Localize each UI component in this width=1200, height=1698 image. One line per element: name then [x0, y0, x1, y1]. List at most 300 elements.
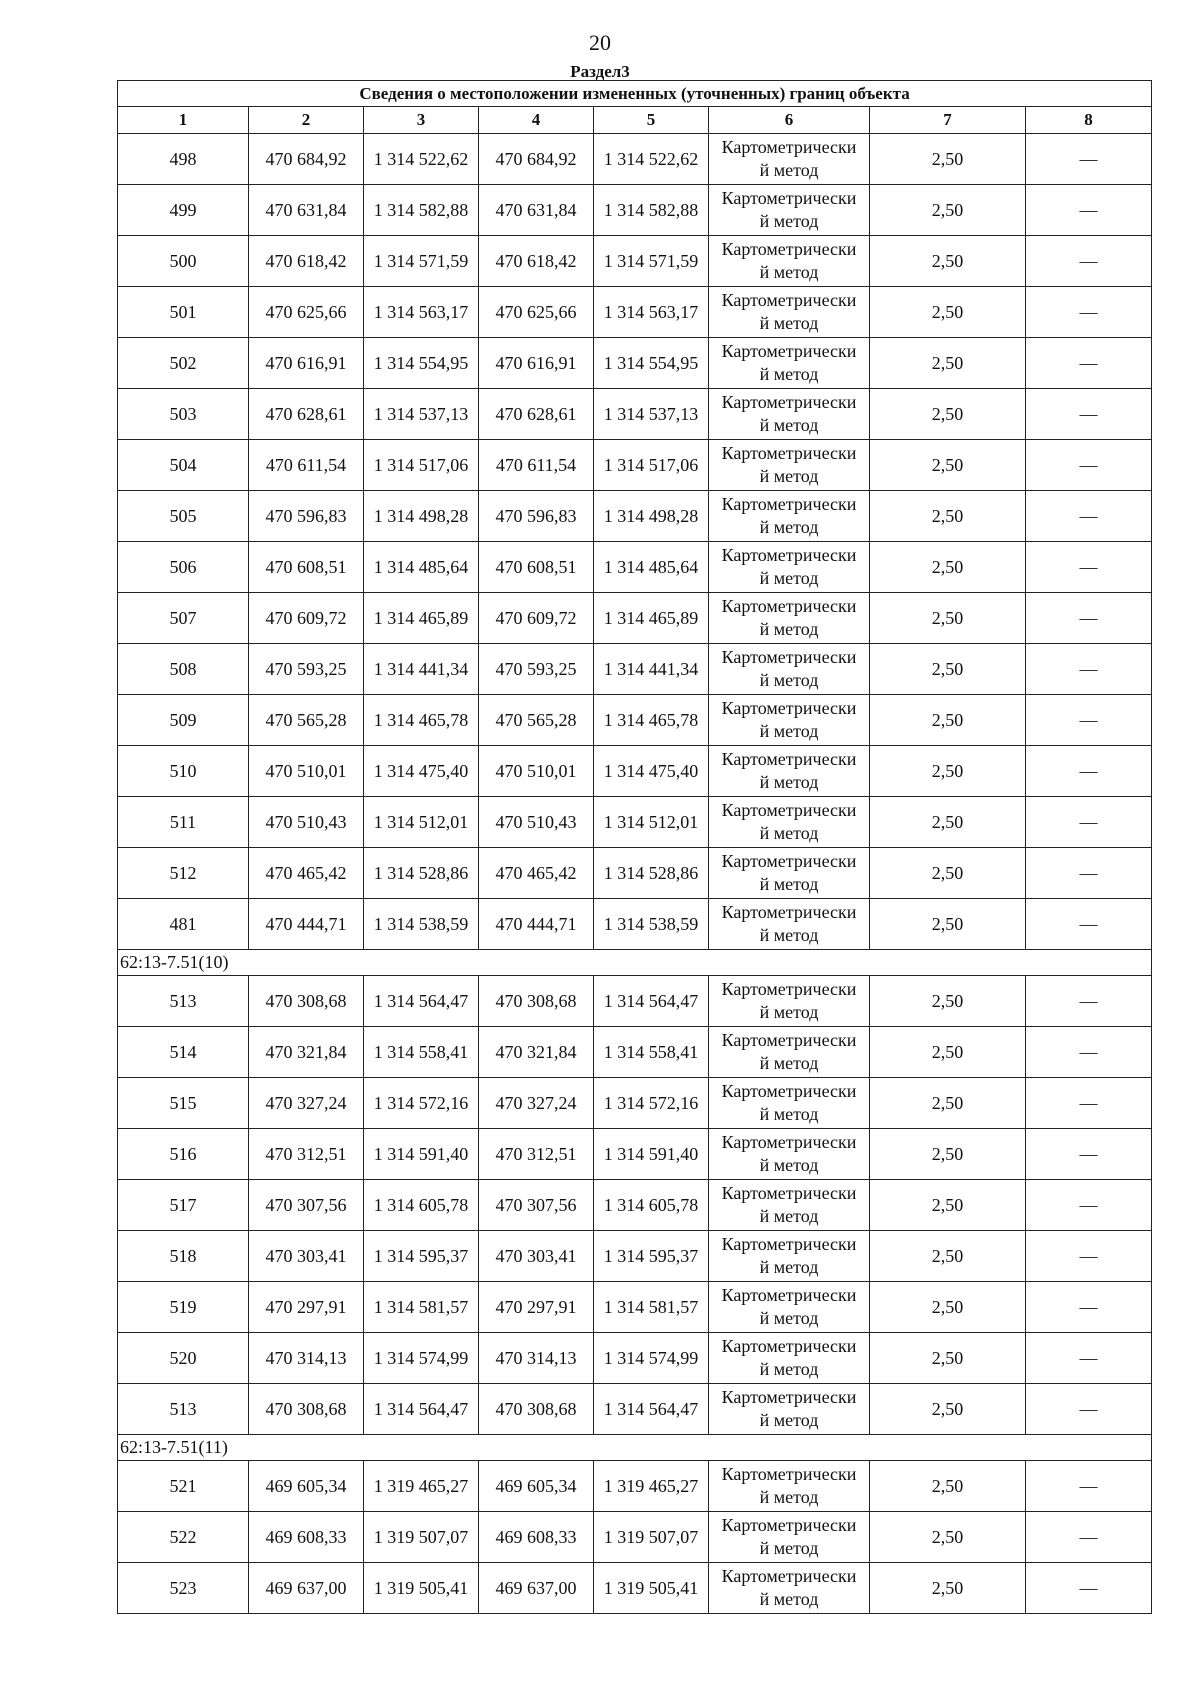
x-old-cell: 470 308,68 [249, 976, 364, 1027]
x-new-cell: 470 308,68 [479, 976, 594, 1027]
y-new-cell: 1 314 564,47 [594, 1384, 709, 1435]
method-cell [709, 899, 870, 950]
accuracy-cell: 2,50 [870, 1461, 1026, 1512]
method-line: Картометрически [721, 341, 857, 361]
y-new-cell: 1 314 498,28 [594, 491, 709, 542]
description-cell: — [1026, 1384, 1152, 1435]
y-old-cell: 1 314 563,17 [364, 287, 479, 338]
method-cell [709, 1282, 870, 1333]
description-cell: — [1026, 1129, 1152, 1180]
x-new-cell: 470 297,91 [479, 1282, 594, 1333]
x-new-cell: 470 444,71 [479, 899, 594, 950]
description-cell: — [1026, 236, 1152, 287]
y-new-cell: 1 314 475,40 [594, 746, 709, 797]
method-cell [709, 338, 870, 389]
accuracy-cell: 2,50 [870, 440, 1026, 491]
table-row [118, 644, 1152, 695]
y-old-cell: 1 314 475,40 [364, 746, 479, 797]
x-new-cell: 470 465,42 [479, 848, 594, 899]
y-new-cell: 1 319 507,07 [594, 1512, 709, 1563]
column-number: 3 [364, 107, 479, 134]
description-cell: — [1026, 134, 1152, 185]
point-number-cell: 503 [118, 389, 249, 440]
y-new-cell: 1 314 558,41 [594, 1027, 709, 1078]
method-line: й метод [759, 619, 819, 639]
table-row [118, 848, 1152, 899]
x-new-cell: 470 308,68 [479, 1384, 594, 1435]
y-new-cell: 1 314 595,37 [594, 1231, 709, 1282]
description-cell: — [1026, 746, 1152, 797]
description-cell: — [1026, 1180, 1152, 1231]
method-line: й метод [759, 874, 819, 894]
x-new-cell: 470 616,91 [479, 338, 594, 389]
method-line: Картометрически [721, 1234, 857, 1254]
method-cell [709, 1512, 870, 1563]
point-number-cell: 500 [118, 236, 249, 287]
method-line: Картометрически [721, 647, 857, 667]
description-cell: — [1026, 491, 1152, 542]
y-new-cell: 1 314 517,06 [594, 440, 709, 491]
method-cell [709, 1129, 870, 1180]
method-line: й метод [759, 415, 819, 435]
method-line: Картометрически [721, 494, 857, 514]
y-new-cell: 1 314 574,99 [594, 1333, 709, 1384]
method-cell [709, 491, 870, 542]
x-old-cell: 470 608,51 [249, 542, 364, 593]
y-new-cell: 1 314 522,62 [594, 134, 709, 185]
method-line: Картометрически [721, 749, 857, 769]
method-cell [709, 644, 870, 695]
method-line: Картометрически [721, 1464, 857, 1484]
method-line: й метод [759, 1359, 819, 1379]
page-number: 20 [589, 30, 611, 55]
y-old-cell: 1 314 537,13 [364, 389, 479, 440]
x-old-cell: 470 307,56 [249, 1180, 364, 1231]
group-label: 62:13-7.51(10) [118, 950, 1152, 976]
y-old-cell: 1 314 591,40 [364, 1129, 479, 1180]
y-old-cell: 1 314 558,41 [364, 1027, 479, 1078]
method-line: Картометрически [721, 1081, 857, 1101]
method-cell [709, 440, 870, 491]
description-cell: — [1026, 1563, 1152, 1614]
y-old-cell: 1 314 485,64 [364, 542, 479, 593]
description-cell: — [1026, 389, 1152, 440]
column-number: 7 [870, 107, 1026, 134]
point-number-cell: 517 [118, 1180, 249, 1231]
method-line: Картометрически [721, 239, 857, 259]
point-number-cell: 507 [118, 593, 249, 644]
x-old-cell: 470 465,42 [249, 848, 364, 899]
method-line: й метод [759, 1487, 819, 1507]
x-new-cell: 470 312,51 [479, 1129, 594, 1180]
accuracy-cell: 2,50 [870, 491, 1026, 542]
method-cell [709, 542, 870, 593]
y-old-cell: 1 314 572,16 [364, 1078, 479, 1129]
column-number: 2 [249, 107, 364, 134]
accuracy-cell: 2,50 [870, 389, 1026, 440]
accuracy-cell: 2,50 [870, 1129, 1026, 1180]
x-old-cell: 470 308,68 [249, 1384, 364, 1435]
table-row [118, 746, 1152, 797]
x-old-cell: 470 510,43 [249, 797, 364, 848]
y-new-cell: 1 314 605,78 [594, 1180, 709, 1231]
point-number-cell: 522 [118, 1512, 249, 1563]
group-label: 62:13-7.51(11) [118, 1435, 1152, 1461]
method-line: й метод [759, 1589, 819, 1609]
table-row [118, 440, 1152, 491]
point-number-cell: 499 [118, 185, 249, 236]
method-line: й метод [759, 670, 819, 690]
method-line: Картометрически [721, 800, 857, 820]
y-new-cell: 1 314 571,59 [594, 236, 709, 287]
y-old-cell: 1 314 605,78 [364, 1180, 479, 1231]
method-cell [709, 134, 870, 185]
table-row [118, 976, 1152, 1027]
method-cell [709, 287, 870, 338]
accuracy-cell: 2,50 [870, 1333, 1026, 1384]
description-cell: — [1026, 440, 1152, 491]
y-old-cell: 1 319 465,27 [364, 1461, 479, 1512]
point-number-cell: 508 [118, 644, 249, 695]
x-old-cell: 470 565,28 [249, 695, 364, 746]
point-number-cell: 513 [118, 976, 249, 1027]
x-old-cell: 470 510,01 [249, 746, 364, 797]
x-new-cell: 470 684,92 [479, 134, 594, 185]
y-new-cell: 1 314 465,78 [594, 695, 709, 746]
method-line: Картометрически [721, 902, 857, 922]
description-cell: — [1026, 695, 1152, 746]
table-row [118, 1231, 1152, 1282]
method-cell [709, 1180, 870, 1231]
y-old-cell: 1 314 554,95 [364, 338, 479, 389]
column-number: 6 [709, 107, 870, 134]
description-cell: — [1026, 899, 1152, 950]
x-new-cell: 470 307,56 [479, 1180, 594, 1231]
method-cell [709, 1384, 870, 1435]
method-cell [709, 848, 870, 899]
method-line: Картометрически [721, 443, 857, 463]
x-old-cell: 470 327,24 [249, 1078, 364, 1129]
description-cell: — [1026, 287, 1152, 338]
y-new-cell: 1 314 485,64 [594, 542, 709, 593]
y-old-cell: 1 314 512,01 [364, 797, 479, 848]
method-line: й метод [759, 517, 819, 537]
table-row [118, 491, 1152, 542]
method-cell [709, 695, 870, 746]
method-line: й метод [759, 1308, 819, 1328]
method-line: Картометрически [721, 1030, 857, 1050]
x-new-cell: 470 625,66 [479, 287, 594, 338]
x-new-cell: 470 327,24 [479, 1078, 594, 1129]
x-old-cell: 470 314,13 [249, 1333, 364, 1384]
x-new-cell: 470 303,41 [479, 1231, 594, 1282]
method-cell [709, 976, 870, 1027]
x-old-cell: 470 616,91 [249, 338, 364, 389]
table-row [118, 1282, 1152, 1333]
description-cell: — [1026, 848, 1152, 899]
method-cell [709, 389, 870, 440]
method-line: Картометрически [721, 392, 857, 412]
point-number-cell: 502 [118, 338, 249, 389]
column-number: 5 [594, 107, 709, 134]
method-cell [709, 236, 870, 287]
y-old-cell: 1 314 522,62 [364, 134, 479, 185]
table-row [118, 593, 1152, 644]
y-new-cell: 1 319 465,27 [594, 1461, 709, 1512]
point-number-cell: 523 [118, 1563, 249, 1614]
table-row [118, 695, 1152, 746]
method-line: Картометрически [721, 290, 857, 310]
x-new-cell: 470 314,13 [479, 1333, 594, 1384]
point-number-cell: 511 [118, 797, 249, 848]
method-line: Картометрически [721, 1515, 857, 1535]
y-new-cell: 1 314 564,47 [594, 976, 709, 1027]
method-line: й метод [759, 1002, 819, 1022]
accuracy-cell: 2,50 [870, 185, 1026, 236]
x-old-cell: 470 444,71 [249, 899, 364, 950]
y-old-cell: 1 314 441,34 [364, 644, 479, 695]
x-old-cell: 470 596,83 [249, 491, 364, 542]
y-new-cell: 1 314 441,34 [594, 644, 709, 695]
table-row [118, 1180, 1152, 1231]
x-old-cell: 470 631,84 [249, 185, 364, 236]
x-new-cell: 470 565,28 [479, 695, 594, 746]
point-number-cell: 519 [118, 1282, 249, 1333]
table-row [118, 236, 1152, 287]
accuracy-cell: 2,50 [870, 1027, 1026, 1078]
x-new-cell: 470 618,42 [479, 236, 594, 287]
method-line: й метод [759, 925, 819, 945]
x-new-cell: 470 321,84 [479, 1027, 594, 1078]
y-old-cell: 1 314 564,47 [364, 976, 479, 1027]
accuracy-cell: 2,50 [870, 1282, 1026, 1333]
x-old-cell: 470 684,92 [249, 134, 364, 185]
x-old-cell: 470 593,25 [249, 644, 364, 695]
point-number-cell: 515 [118, 1078, 249, 1129]
point-number-cell: 498 [118, 134, 249, 185]
table-row [118, 134, 1152, 185]
x-new-cell: 470 611,54 [479, 440, 594, 491]
x-new-cell: 470 608,51 [479, 542, 594, 593]
x-old-cell: 470 625,66 [249, 287, 364, 338]
coordinates-table [117, 80, 1152, 1614]
accuracy-cell: 2,50 [870, 1384, 1026, 1435]
y-old-cell: 1 314 465,78 [364, 695, 479, 746]
y-new-cell: 1 314 538,59 [594, 899, 709, 950]
point-number-cell: 501 [118, 287, 249, 338]
accuracy-cell: 2,50 [870, 593, 1026, 644]
method-cell [709, 1231, 870, 1282]
accuracy-cell: 2,50 [870, 644, 1026, 695]
accuracy-cell: 2,50 [870, 287, 1026, 338]
method-cell [709, 1563, 870, 1614]
description-cell: — [1026, 1512, 1152, 1563]
accuracy-cell: 2,50 [870, 338, 1026, 389]
method-line: Картометрически [721, 137, 857, 157]
y-new-cell: 1 314 537,13 [594, 389, 709, 440]
x-old-cell: 470 618,42 [249, 236, 364, 287]
method-line: Картометрически [721, 1387, 857, 1407]
accuracy-cell: 2,50 [870, 236, 1026, 287]
accuracy-cell: 2,50 [870, 134, 1026, 185]
method-line: Картометрически [721, 1285, 857, 1305]
accuracy-cell: 2,50 [870, 695, 1026, 746]
description-cell: — [1026, 185, 1152, 236]
method-line: Картометрически [721, 545, 857, 565]
description-cell: — [1026, 1461, 1152, 1512]
y-old-cell: 1 314 517,06 [364, 440, 479, 491]
description-cell: — [1026, 338, 1152, 389]
table-row [118, 1563, 1152, 1614]
method-line: й метод [759, 1104, 819, 1124]
x-old-cell: 470 297,91 [249, 1282, 364, 1333]
method-line: й метод [759, 1155, 819, 1175]
method-line: й метод [759, 160, 819, 180]
method-cell [709, 1078, 870, 1129]
method-cell [709, 185, 870, 236]
accuracy-cell: 2,50 [870, 848, 1026, 899]
method-line: Картометрически [721, 698, 857, 718]
method-line: Картометрически [721, 851, 857, 871]
accuracy-cell: 2,50 [870, 1563, 1026, 1614]
y-new-cell: 1 314 563,17 [594, 287, 709, 338]
method-cell [709, 1027, 870, 1078]
method-cell [709, 1461, 870, 1512]
point-number-cell: 512 [118, 848, 249, 899]
method-cell [709, 593, 870, 644]
y-old-cell: 1 314 581,57 [364, 1282, 479, 1333]
x-new-cell: 470 628,61 [479, 389, 594, 440]
description-cell: — [1026, 542, 1152, 593]
x-new-cell: 470 596,83 [479, 491, 594, 542]
table-row [118, 185, 1152, 236]
x-old-cell: 470 628,61 [249, 389, 364, 440]
method-line: й метод [759, 1206, 819, 1226]
description-cell: — [1026, 644, 1152, 695]
y-new-cell: 1 314 554,95 [594, 338, 709, 389]
method-line: й метод [759, 772, 819, 792]
table-row [118, 1129, 1152, 1180]
section-title: Раздел3 [570, 62, 630, 81]
point-number-cell: 514 [118, 1027, 249, 1078]
point-number-cell: 505 [118, 491, 249, 542]
method-line: й метод [759, 364, 819, 384]
y-new-cell: 1 314 591,40 [594, 1129, 709, 1180]
method-line: Картометрически [721, 1336, 857, 1356]
y-old-cell: 1 314 538,59 [364, 899, 479, 950]
x-new-cell: 470 510,43 [479, 797, 594, 848]
y-new-cell: 1 319 505,41 [594, 1563, 709, 1614]
y-old-cell: 1 314 528,86 [364, 848, 479, 899]
method-cell [709, 746, 870, 797]
y-old-cell: 1 319 507,07 [364, 1512, 479, 1563]
table-row [118, 899, 1152, 950]
point-number-cell: 509 [118, 695, 249, 746]
table-row [118, 1512, 1152, 1563]
x-new-cell: 469 637,00 [479, 1563, 594, 1614]
accuracy-cell: 2,50 [870, 1180, 1026, 1231]
method-line: й метод [759, 262, 819, 282]
method-line: й метод [759, 466, 819, 486]
point-number-cell: 504 [118, 440, 249, 491]
table-row [118, 338, 1152, 389]
table-row [118, 389, 1152, 440]
point-number-cell: 518 [118, 1231, 249, 1282]
y-new-cell: 1 314 582,88 [594, 185, 709, 236]
description-cell: — [1026, 976, 1152, 1027]
y-new-cell: 1 314 528,86 [594, 848, 709, 899]
method-line: Картометрически [721, 1183, 857, 1203]
x-new-cell: 469 605,34 [479, 1461, 594, 1512]
point-number-cell: 516 [118, 1129, 249, 1180]
x-old-cell: 470 312,51 [249, 1129, 364, 1180]
method-line: Картометрически [721, 979, 857, 999]
x-old-cell: 470 321,84 [249, 1027, 364, 1078]
description-cell: — [1026, 1333, 1152, 1384]
method-line: Картометрически [721, 1566, 857, 1586]
point-number-cell: 481 [118, 899, 249, 950]
accuracy-cell: 2,50 [870, 899, 1026, 950]
x-old-cell: 469 637,00 [249, 1563, 364, 1614]
y-old-cell: 1 314 498,28 [364, 491, 479, 542]
table-row [118, 797, 1152, 848]
x-new-cell: 470 593,25 [479, 644, 594, 695]
method-line: й метод [759, 568, 819, 588]
method-line: й метод [759, 1538, 819, 1558]
table-row [118, 542, 1152, 593]
column-number: 8 [1026, 107, 1152, 134]
accuracy-cell: 2,50 [870, 976, 1026, 1027]
method-line: Картометрически [721, 1132, 857, 1152]
table-row [118, 1333, 1152, 1384]
method-line: й метод [759, 1410, 819, 1430]
method-cell [709, 797, 870, 848]
column-number: 1 [118, 107, 249, 134]
point-number-cell: 506 [118, 542, 249, 593]
y-old-cell: 1 314 582,88 [364, 185, 479, 236]
method-line: й метод [759, 1053, 819, 1073]
method-line: й метод [759, 721, 819, 741]
method-line: й метод [759, 823, 819, 843]
y-old-cell: 1 314 465,89 [364, 593, 479, 644]
accuracy-cell: 2,50 [870, 542, 1026, 593]
y-old-cell: 1 314 595,37 [364, 1231, 479, 1282]
y-old-cell: 1 314 574,99 [364, 1333, 479, 1384]
description-cell: — [1026, 1231, 1152, 1282]
accuracy-cell: 2,50 [870, 1231, 1026, 1282]
description-cell: — [1026, 1027, 1152, 1078]
y-old-cell: 1 319 505,41 [364, 1563, 479, 1614]
x-new-cell: 470 631,84 [479, 185, 594, 236]
x-new-cell: 470 510,01 [479, 746, 594, 797]
table-caption: Сведения о местоположении измененных (уточненных) границ объекта [118, 81, 1152, 107]
description-cell: — [1026, 593, 1152, 644]
x-new-cell: 470 609,72 [479, 593, 594, 644]
table-row [118, 1078, 1152, 1129]
description-cell: — [1026, 1282, 1152, 1333]
y-new-cell: 1 314 581,57 [594, 1282, 709, 1333]
x-old-cell: 470 609,72 [249, 593, 364, 644]
method-line: й метод [759, 1257, 819, 1277]
y-new-cell: 1 314 572,16 [594, 1078, 709, 1129]
point-number-cell: 510 [118, 746, 249, 797]
y-new-cell: 1 314 512,01 [594, 797, 709, 848]
x-old-cell: 469 605,34 [249, 1461, 364, 1512]
column-number: 4 [479, 107, 594, 134]
table-row [118, 1027, 1152, 1078]
y-old-cell: 1 314 571,59 [364, 236, 479, 287]
accuracy-cell: 2,50 [870, 1078, 1026, 1129]
